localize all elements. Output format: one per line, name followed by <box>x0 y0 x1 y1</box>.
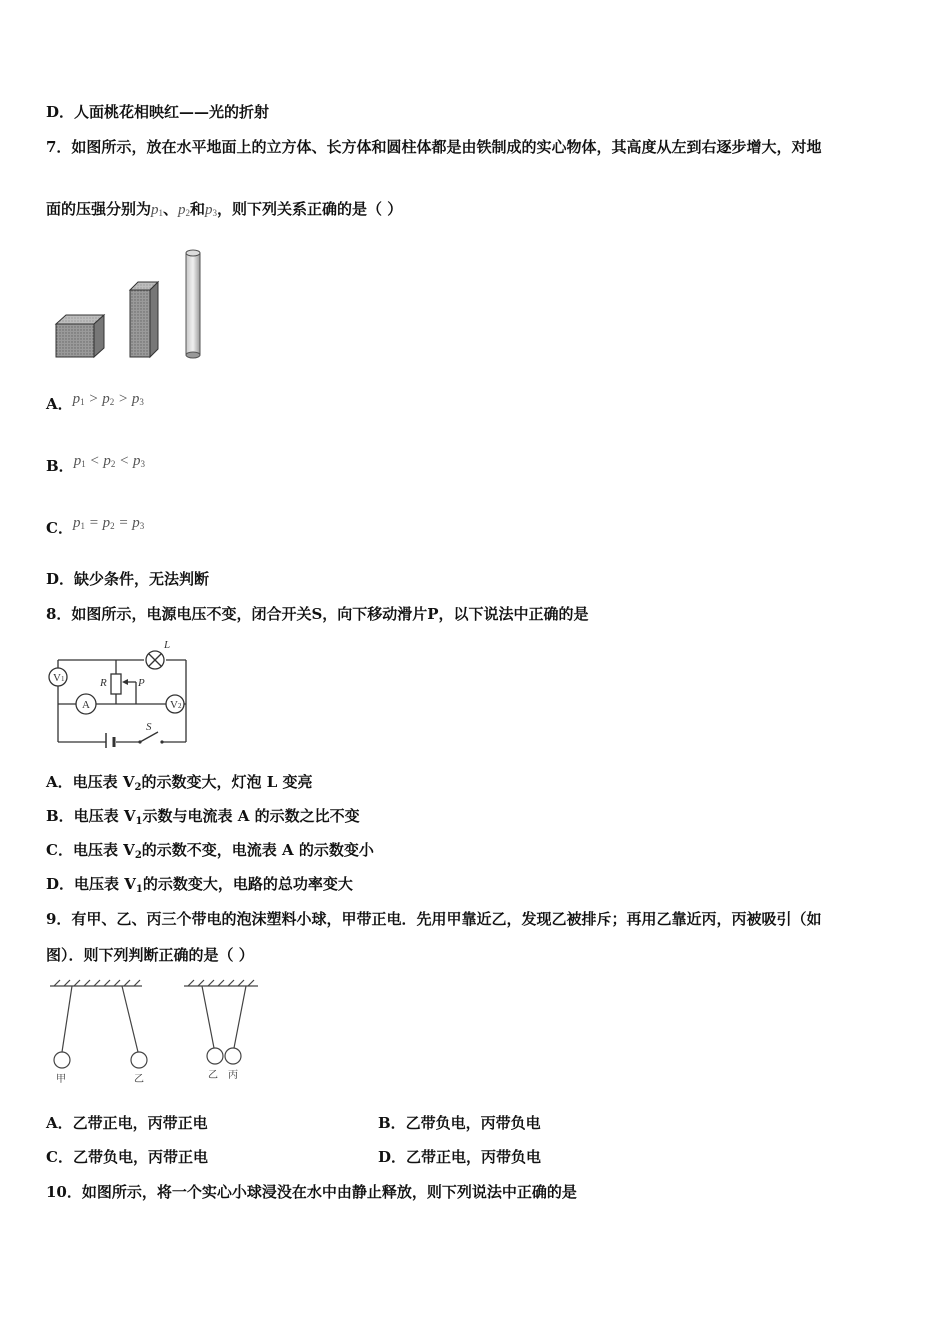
slider-label: P <box>138 677 145 689</box>
q9-stem-line2: 图）．则下列判断正确的是（ ） <box>46 946 254 964</box>
v2-letter: V <box>170 699 178 711</box>
ammeter-letter: A <box>82 699 90 711</box>
q7-option-c <box>46 515 145 542</box>
q7-option-b <box>46 453 145 480</box>
switch-label: S <box>146 721 152 733</box>
slider-arrow <box>122 679 128 685</box>
q8-circuit-diagram <box>44 636 194 748</box>
label-bing: 丙 <box>228 1070 238 1081</box>
ball-yi-right <box>207 1048 223 1064</box>
cuboid-shape <box>130 282 158 357</box>
v1-sub: 1 <box>60 675 65 683</box>
q8-stem: 8．如图所示，电源电压不变，闭合开关S，向下移动滑片P，以下说法中正确的是 <box>46 605 589 623</box>
label-jia: 甲 <box>56 1074 66 1085</box>
rheostat-label: R <box>100 677 107 689</box>
q8-option-a: A．电压表 $V_2$的示数变大，灯泡 L 变亮 <box>46 773 313 793</box>
q7-stem-text: 面的压强分别为 <box>46 200 152 218</box>
q7-option-d: D．缺少条件，无法判断 <box>46 570 210 588</box>
q7-option-b-formula: $p_1 < p_2 < p_3$ <box>73 453 145 469</box>
rheostat-resistor <box>111 674 121 694</box>
p2-symbol: $p_2$ <box>178 202 191 218</box>
v1-letter: V <box>53 672 61 684</box>
q7-and: 和 <box>190 200 206 218</box>
q7-option-a-formula: $p_1 > p_2 > p_3$ <box>72 391 144 407</box>
q9-option-c: C．乙带负电，丙带正电 <box>46 1148 208 1166</box>
cylinder-shape <box>186 250 200 358</box>
q9-option-d: D．乙带正电，丙带负电 <box>378 1148 542 1166</box>
ball-yi <box>131 1052 147 1068</box>
q7-stem-line1: 7．如图所示，放在水平地面上的立方体、长方体和圆柱体都是由铁制成的实心物体，其高度从左到右逐步增大，对地 <box>46 138 822 156</box>
q6-option-d: D．人面桃花相映红——光的折射 <box>46 103 270 121</box>
q9-pendulum-figure <box>46 978 266 1088</box>
ball-bing <box>225 1048 241 1064</box>
q7-option-a <box>46 391 144 418</box>
p3-symbol: $p_3$ <box>205 202 218 218</box>
q9-stem-line1: 9．有甲、乙、丙三个带电的泡沫塑料小球，甲带正电．先用甲靠近乙，发现乙被排斥；再用乙靠近丙，丙被吸引（如 <box>46 910 822 928</box>
q7-question: ，则下列关系正确的是（ ） <box>217 200 403 218</box>
switch-contact <box>138 740 141 743</box>
lamp-label: L <box>164 639 171 651</box>
label-yi-right: 乙 <box>208 1070 218 1081</box>
q7-option-a-label: A． <box>46 395 73 413</box>
q7-option-c-formula: $p_1 = p_2 = p_3$ <box>72 515 145 531</box>
ball-jia <box>54 1052 70 1068</box>
q8-option-c: C．电压表 $V_2$的示数不变，电流表 A 的示数变小 <box>46 841 374 861</box>
q7-solids-figure <box>50 245 210 365</box>
q8-option-d: D．电压表 $V_1$的示数变大，电路的总功率变大 <box>46 875 353 895</box>
q8-option-b: B．电压表 $V_1$示数与电流表 A 的示数之比不变 <box>46 807 360 827</box>
p1-symbol: $p_1$ <box>151 202 164 218</box>
q9-option-a: A．乙带正电，丙带正电 <box>46 1114 208 1132</box>
q7-separator: 、 <box>163 200 179 218</box>
q9-option-b: B．乙带负电，丙带负电 <box>378 1114 541 1132</box>
q7-option-b-label: B． <box>46 457 74 475</box>
lamp-symbol <box>146 651 164 669</box>
v2-sub: 2 <box>177 702 182 710</box>
switch-contact-end <box>160 740 163 743</box>
q7-stem-line2 <box>46 199 402 223</box>
q10-stem: 10．如图所示，将一个实心小球浸没在水中由静止释放，则下列说法中正确的是 <box>46 1183 577 1201</box>
cube-shape <box>56 315 104 357</box>
label-yi: 乙 <box>134 1074 144 1085</box>
q7-option-c-label: C． <box>46 519 73 537</box>
